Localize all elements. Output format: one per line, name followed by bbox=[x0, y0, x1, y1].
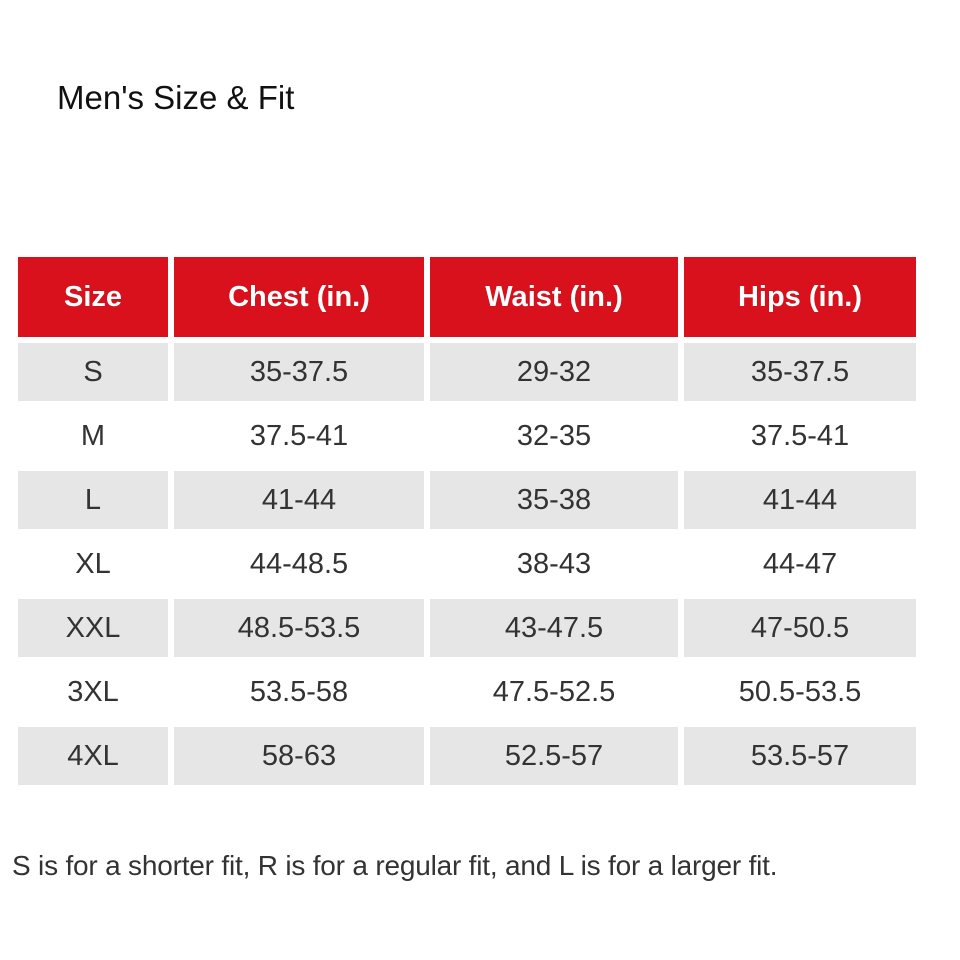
size-cell: M bbox=[18, 407, 168, 465]
chest-cell: 48.5-53.5 bbox=[174, 599, 424, 657]
table-row bbox=[18, 407, 916, 465]
size-chart-table bbox=[12, 251, 922, 791]
table-row bbox=[18, 343, 916, 401]
hips-cell: 35-37.5 bbox=[684, 343, 916, 401]
size-cell: S bbox=[18, 343, 168, 401]
page-title: Men's Size & Fit bbox=[57, 79, 295, 116]
header-size: Size bbox=[18, 257, 168, 337]
table-row bbox=[18, 535, 916, 593]
waist-cell: 29-32 bbox=[430, 343, 678, 401]
table-row bbox=[18, 663, 916, 721]
chest-cell: 41-44 bbox=[174, 471, 424, 529]
size-cell: 3XL bbox=[18, 663, 168, 721]
waist-cell: 32-35 bbox=[430, 407, 678, 465]
table-row bbox=[18, 599, 916, 657]
waist-cell: 38-43 bbox=[430, 535, 678, 593]
hips-cell: 44-47 bbox=[684, 535, 916, 593]
hips-cell: 37.5-41 bbox=[684, 407, 916, 465]
chest-cell: 53.5-58 bbox=[174, 663, 424, 721]
hips-cell: 50.5-53.5 bbox=[684, 663, 916, 721]
chest-cell: 35-37.5 bbox=[174, 343, 424, 401]
table-row bbox=[18, 727, 916, 785]
size-cell: 4XL bbox=[18, 727, 168, 785]
size-cell: XXL bbox=[18, 599, 168, 657]
waist-cell: 43-47.5 bbox=[430, 599, 678, 657]
chest-cell: 58-63 bbox=[174, 727, 424, 785]
hips-cell: 41-44 bbox=[684, 471, 916, 529]
size-cell: XL bbox=[18, 535, 168, 593]
waist-cell: 47.5-52.5 bbox=[430, 663, 678, 721]
header-hips: Hips (in.) bbox=[684, 257, 916, 337]
waist-cell: 52.5-57 bbox=[430, 727, 678, 785]
table-row bbox=[18, 471, 916, 529]
hips-cell: 53.5-57 bbox=[684, 727, 916, 785]
waist-cell: 35-38 bbox=[430, 471, 678, 529]
chest-cell: 37.5-41 bbox=[174, 407, 424, 465]
size-cell: L bbox=[18, 471, 168, 529]
header-chest: Chest (in.) bbox=[174, 257, 424, 337]
hips-cell: 47-50.5 bbox=[684, 599, 916, 657]
fit-note: S is for a shorter fit, R is for a regular fit, and L is for a larger fit. bbox=[12, 850, 778, 881]
header-waist: Waist (in.) bbox=[430, 257, 678, 337]
chest-cell: 44-48.5 bbox=[174, 535, 424, 593]
table-header-row bbox=[18, 257, 916, 337]
